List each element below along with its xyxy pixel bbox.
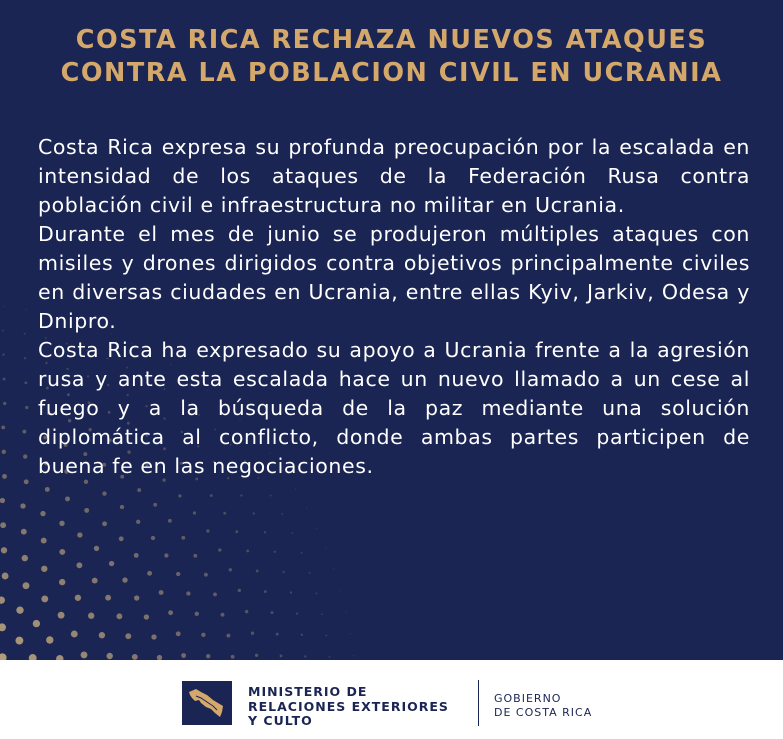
decorative-dot [88, 613, 94, 619]
decorative-dot [24, 381, 27, 384]
decorative-dot [59, 549, 65, 555]
government-name [494, 692, 592, 720]
decorative-dot [333, 569, 334, 570]
decorative-dot [329, 656, 331, 658]
decorative-dot [1, 547, 7, 553]
title-line-2: CONTRA LA POBLACION CIVIL EN UCRANIA [60, 58, 723, 88]
decorative-dot [282, 571, 284, 573]
decorative-dot [0, 498, 5, 503]
decorative-dot [213, 592, 217, 596]
decorative-dot [301, 634, 303, 636]
decorative-dot [107, 653, 113, 659]
decorative-dot [159, 590, 164, 595]
decorative-dot [206, 529, 209, 532]
decorative-dot [229, 568, 232, 571]
decorative-dot [291, 532, 293, 534]
decorative-dot [45, 487, 50, 492]
decorative-dot [153, 503, 157, 507]
decorative-dot [345, 611, 346, 612]
ministry-line-2: RELACIONES EXTERIORES [248, 698, 449, 714]
decorative-dot [92, 578, 98, 584]
decorative-dot [315, 592, 317, 594]
decorative-dot [2, 450, 6, 454]
statement-body [38, 133, 750, 481]
decorative-dot [102, 521, 107, 526]
decorative-dot [134, 595, 139, 600]
decorative-dot [186, 591, 190, 595]
decorative-dot [46, 636, 53, 643]
footer-bar [0, 660, 783, 739]
page-title [0, 24, 783, 90]
decorative-dot [255, 654, 258, 657]
decorative-dot [181, 536, 185, 540]
decorative-dot [41, 566, 47, 572]
decorative-dot [264, 590, 267, 593]
decorative-dot [76, 562, 82, 568]
decorative-dot [281, 513, 283, 515]
decorative-dot [105, 595, 111, 601]
decorative-dot [264, 531, 266, 533]
decorative-dot [147, 571, 152, 576]
decorative-dot [15, 637, 23, 645]
decorative-dot [1, 425, 5, 429]
decorative-dot [251, 632, 254, 635]
decorative-dot [309, 572, 311, 574]
decorative-dot [109, 561, 114, 566]
decorative-dot [16, 607, 23, 614]
decorative-dot [204, 573, 208, 577]
decorative-dot [226, 634, 230, 638]
ministry-logo [182, 681, 232, 725]
decorative-dot [168, 519, 172, 523]
decorative-dot [235, 530, 238, 533]
decorative-dot [176, 572, 180, 576]
decorative-dot [206, 654, 210, 658]
decorative-dot [221, 613, 225, 617]
decorative-dot [41, 538, 47, 544]
decorative-dot [201, 633, 205, 637]
footer-divider [478, 680, 479, 726]
ministry-line-3: Y CULTO [248, 713, 313, 728]
ministry-name [248, 685, 449, 729]
decorative-dot [144, 614, 149, 619]
decorative-dot [137, 488, 141, 492]
decorative-dot [271, 611, 274, 614]
decorative-dot [290, 591, 292, 593]
decorative-dot [26, 309, 27, 310]
decorative-dot [2, 354, 4, 356]
decorative-dot [116, 613, 122, 619]
decorative-dot [65, 496, 70, 501]
gov-line-1: GOBIERNO [494, 692, 562, 705]
title-line-1: COSTA RICA RECHAZA NUEVOS ATAQUES [75, 25, 708, 55]
decorative-dot [24, 333, 26, 335]
paragraph-2: Durante el mes de junio se produjeron múltiples ataques con misiles y drones dirigidos contra objetivos principalmente civiles en diversas ciudades en Ucrania, entre ellas Kyiv, Jarkiv, Odesa y Dnipro. [38, 222, 750, 333]
decorative-dot [3, 378, 6, 381]
paragraph-1: Costa Rica expresa su profunda preocupación por la escalada en intensidad de los ataques de la Federación Rusa contra población civil e infraestructura no militar en Ucrania. [38, 135, 750, 217]
decorative-dot [41, 595, 48, 602]
decorative-dot [195, 612, 199, 616]
decorative-dot [134, 553, 139, 558]
decorative-dot [270, 495, 272, 497]
decorative-dot [2, 330, 4, 332]
decorative-dot [58, 612, 65, 619]
decorative-dot [59, 579, 65, 585]
decorative-dot [280, 654, 283, 657]
decorative-dot [25, 406, 28, 409]
decorative-dot [22, 555, 28, 561]
decorative-dot [176, 631, 181, 636]
gov-line-2: DE COSTA RICA [494, 706, 593, 719]
decorative-dot [0, 522, 6, 528]
decorative-dot [81, 651, 88, 658]
decorative-dot [132, 654, 138, 660]
decorative-dot [151, 634, 156, 639]
decorative-dot [125, 633, 131, 639]
decorative-dot [301, 552, 303, 554]
decorative-dot [4, 306, 5, 307]
decorative-dot [304, 655, 306, 657]
decorative-dot [164, 553, 168, 557]
decorative-dot [316, 528, 317, 529]
decorative-dot [75, 595, 81, 601]
decorative-dot [238, 589, 241, 592]
decorative-dot [20, 503, 25, 508]
decorative-dot [23, 582, 30, 589]
decorative-dot [77, 532, 82, 537]
decorative-dot [223, 512, 226, 515]
decorative-dot [2, 573, 9, 580]
decorative-dot [256, 569, 259, 572]
decorative-dot [276, 633, 279, 636]
decorative-dot [325, 634, 327, 636]
decorative-dot [0, 597, 5, 604]
decorative-dot [59, 521, 64, 526]
decorative-dot [240, 494, 242, 496]
decorative-dot [0, 653, 7, 660]
decorative-dot [253, 512, 255, 514]
decorative-dot [33, 620, 40, 627]
decorative-dot [353, 655, 354, 656]
decorative-dot [350, 633, 351, 634]
paragraph-3: Costa Rica ha expresado su apoyo a Ucrania frente a la agresión rusa y ante esta escalada hace un nuevo llamado a un cese al fuego y a la búsqueda de la paz mediante una solución diplomática al conflicto, donde ambas partes participen de buena fe en las negociaciones. [38, 338, 750, 478]
decorative-dot [325, 548, 326, 549]
decorative-dot [102, 491, 106, 495]
decorative-dot [22, 430, 26, 434]
decorative-dot [296, 612, 298, 614]
decorative-dot [218, 548, 221, 551]
decorative-dot [24, 357, 26, 359]
decorative-dot [122, 577, 127, 582]
decorative-dot [274, 551, 276, 553]
decorative-dot [321, 613, 323, 615]
decorative-dot [181, 653, 186, 658]
decorative-dot [99, 632, 105, 638]
decorative-dot [3, 402, 6, 405]
decorative-dot [151, 536, 155, 540]
decorative-dot [193, 554, 197, 558]
decorative-dot [295, 489, 296, 490]
decorative-dot [119, 536, 124, 541]
decorative-dot [210, 494, 213, 497]
decorative-dot [340, 590, 341, 591]
decorative-dot [168, 610, 173, 615]
decorative-dot [84, 508, 89, 513]
decorative-dot [40, 511, 45, 516]
decorative-dot [71, 631, 78, 638]
decorative-dot [245, 610, 248, 613]
decorative-dot [178, 494, 181, 497]
decorative-dot [246, 549, 249, 552]
decorative-dot [21, 529, 27, 535]
decorative-dot [23, 454, 27, 458]
decorative-dot [0, 623, 6, 631]
decorative-dot [2, 474, 7, 479]
decorative-dot [120, 505, 124, 509]
decorative-dot [306, 508, 307, 509]
decorative-dot [94, 546, 99, 551]
costa-rica-map-icon [187, 686, 227, 720]
decorative-dot [24, 479, 29, 484]
decorative-dot [193, 511, 196, 514]
decorative-dot [136, 520, 140, 524]
decorative-dot [231, 655, 235, 659]
ministry-line-1: MINISTERIO DE [248, 684, 368, 699]
